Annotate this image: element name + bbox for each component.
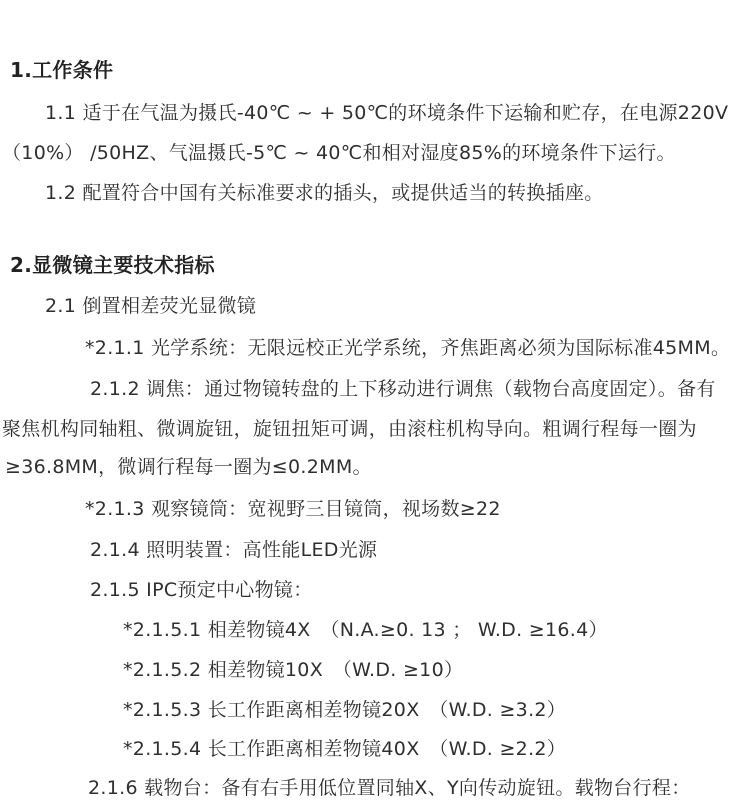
para-2-1-2-line2: 聚焦机构同轴粗、微调旋钮，旋钮扭矩可调，由滚柱机构导向。粗调行程每一圈为 [2, 418, 697, 440]
para-2-1-2-line3: ≥36.8MM，微调行程每一圈为≤0.2MM。 [5, 456, 372, 478]
para-2-1-5-4: *2.1.5.4 长工作距离相差物镜40X （W.D. ≥2.2） [123, 738, 567, 760]
para-2-1-4: 2.1.4 照明装置：高性能LED光源 [90, 539, 378, 561]
section-heading-work-conditions: 1.工作条件 [10, 58, 114, 82]
para-2-1-2-line1: 2.1.2 调焦：通过物镜转盘的上下移动进行调焦（载物台高度固定）。备有 [90, 378, 716, 400]
section-heading-microscope-specs: 2.显微镜主要技术指标 [10, 253, 215, 277]
para-1-2: 1.2 配置符合中国有关标准要求的插头，或提供适当的转换插座。 [45, 182, 604, 204]
para-2-1-5-2: *2.1.5.2 相差物镜10X （W.D. ≥10） [123, 659, 464, 681]
para-2-1-3: *2.1.3 观察镜筒：宽视野三目镜筒，视场数≥22 [85, 498, 501, 520]
para-2-1-5-3: *2.1.5.3 长工作距离相差物镜20X （W.D. ≥3.2） [123, 699, 567, 721]
para-1-1-line2: （10%） /50HZ、气温摄氏-5℃ ~ 40℃和相对湿度85%的环境条件下运行。 [2, 142, 676, 164]
para-2-1-5: 2.1.5 IPC预定中心物镜： [90, 579, 313, 601]
para-2-1-6-partial: 2.1.6 载物台：备有右手用低位置同轴X、Y向传动旋钮。载物台行程： [88, 777, 691, 799]
para-2-1-5-1: *2.1.5.1 相差物镜4X （N.A.≥0. 13 ； W.D. ≥16.4） [123, 619, 608, 641]
para-1-1-line1: 1.1 适于在气温为摄氏-40℃ ~ + 50℃的环境条件下运输和贮存，在电源220V [45, 102, 729, 124]
para-2-1: 2.1 倒置相差荧光显微镜 [45, 295, 257, 317]
para-2-1-1: *2.1.1 光学系统：无限远校正光学系统，齐焦距离必须为国际标准45MM。 [85, 337, 731, 359]
